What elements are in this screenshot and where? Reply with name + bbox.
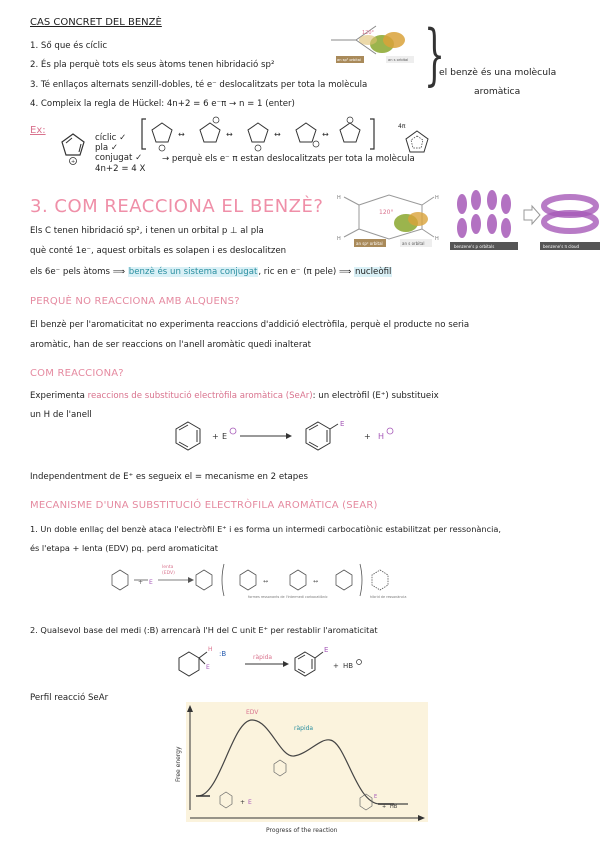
check-conjugated: conjugat ✓	[95, 153, 143, 163]
why-alkenes-title: PERQUÈ NO REACCIONA AMB ALQUENS?	[30, 296, 240, 307]
svg-text:+: +	[240, 799, 246, 806]
how-reacts-line1: Experimenta reaccions de substitució electròfila aromàtica (SeAr): un electròfil (E⁺) substitueix	[30, 391, 439, 401]
section1-title: CAS CONCRET DEL BENZÈ	[30, 17, 162, 28]
section3-line3: els 6e⁻ pels àtoms ⟹ benzè és un sistema conjugat, ric en e⁻ (π pele) ⟹ nucleòfil	[30, 267, 392, 277]
svg-text:benzene's π cloud: benzene's π cloud	[543, 244, 580, 249]
section1-item-4: 4. Compleix la regla de Hückel: 4n+2 = 6 e⁻π → n = 1 (enter)	[30, 99, 295, 109]
svg-text:E: E	[149, 579, 153, 586]
svg-text:+: +	[138, 579, 144, 586]
x-axis-label: Progress of the reaction	[266, 827, 338, 834]
svg-text:E: E	[340, 420, 345, 428]
cyclopentadienyl-icon	[58, 130, 88, 166]
svg-text:H: H	[435, 195, 439, 201]
why-alkenes-line2: aromàtic, han de ser reaccions on l'anell aromàtic quedi inalterat	[30, 340, 311, 350]
how-reacts-title: COM REACCIONA?	[30, 368, 124, 379]
svg-text:an sp² orbital: an sp² orbital	[356, 241, 383, 246]
example-label: Ex:	[30, 125, 46, 136]
svg-text:↔: ↔	[178, 130, 185, 139]
svg-text:+: +	[333, 662, 339, 670]
svg-text:H: H	[208, 646, 213, 653]
svg-text:E: E	[374, 794, 378, 800]
profile-title: Perfil reacció SeAr	[30, 693, 109, 703]
svg-text:↔: ↔	[322, 130, 329, 139]
nucleophile-highlight: nucleòfil	[355, 267, 392, 277]
p-orbitals-diagram	[448, 190, 520, 252]
why-alkenes-line1: El benzè per l'aromaticitat no experimenta reaccions d'addició electròfila, perquè el producte no seria	[30, 320, 470, 330]
section1-item-2: 2. És pla perquè tots els seus àtoms tenen hibridació sp²	[30, 60, 275, 70]
step1-line1: 1. Un doble enllaç del benzè ataca l'electròfil E⁺ i es forma un intermedi carbocatiònic estabilitzat per ressonància,	[30, 524, 501, 534]
svg-text:120°: 120°	[379, 209, 394, 216]
fast-label: ràpida	[294, 725, 314, 732]
check-planar: pla ✓	[95, 143, 119, 153]
svg-text:an sp² orbital: an sp² orbital	[337, 58, 361, 62]
svg-text:+: +	[382, 804, 387, 810]
svg-text:(EDV): (EDV)	[162, 571, 175, 576]
section1-item-1: 1. Ső que és cíclic	[30, 41, 108, 51]
step1-line2: és l'etapa + lenta (EDV) pq. perd aromaticitat	[30, 543, 218, 553]
resonance-hybrid-icon	[402, 128, 432, 156]
resonance-pi-count: 4π	[398, 123, 406, 130]
example-reason: → perquè els e⁻ π estan deslocalitzats per tota la molècula	[162, 154, 415, 164]
svg-text:híbrid de ressonància: híbrid de ressonància	[370, 595, 407, 599]
step2-scheme	[175, 638, 375, 682]
svg-text:↔: ↔	[226, 130, 233, 139]
svg-text:↔: ↔	[313, 578, 319, 585]
mechanism-title: MECANISME D'UNA SUBSTITUCIÓ ELECTRÒFILA AROMÀTICA (SEAR)	[30, 500, 378, 511]
svg-text:HB: HB	[390, 804, 398, 810]
benzene-sp2-diagram	[334, 187, 442, 249]
base-label: :B	[219, 650, 227, 658]
svg-text:H: H	[337, 195, 341, 201]
substitution-reaction	[168, 412, 428, 462]
svg-text:+: +	[364, 432, 371, 441]
svg-text:ràpida: ràpida	[253, 654, 273, 661]
svg-text:E: E	[248, 799, 252, 806]
aromatic-conclusion-2: aromàtica	[474, 86, 521, 97]
sp2-orbital-diagram	[326, 12, 422, 68]
svg-text:HB: HB	[343, 662, 354, 670]
sear-highlight: reaccions de substitució electròfila aromàtica (SeAr)	[87, 391, 313, 401]
resonance-structures	[140, 115, 380, 155]
svg-text:+: +	[71, 159, 76, 165]
svg-text:+: +	[212, 432, 219, 441]
step1-scheme	[108, 556, 407, 600]
svg-text:↔: ↔	[263, 578, 269, 585]
pi-cloud-diagram	[540, 190, 600, 252]
section3-title: 3. COM REACCIONA EL BENZÈ?	[30, 196, 324, 217]
mechanism-note: Independentment de E⁺ es segueix el = mecanisme en 2 etapes	[30, 472, 309, 482]
section3-line2: què conté 1e⁻, aquest orbitals es solapen i es deslocalitzen	[30, 246, 287, 256]
svg-text:E: E	[324, 646, 329, 654]
edv-label: EDV	[246, 709, 259, 716]
energy-profile-diagram	[170, 700, 430, 838]
svg-text:an s orbital: an s orbital	[388, 58, 409, 62]
check-cyclic: cíclic ✓	[95, 133, 127, 143]
y-axis-label: Free energy	[175, 746, 182, 782]
svg-text:E: E	[206, 664, 210, 671]
section3-line1: Els C tenen hibridació sp², i tenen un orbital p ⊥ al pla	[30, 226, 264, 236]
how-reacts-line2: un H de l'anell	[30, 410, 92, 420]
svg-text:H: H	[337, 236, 341, 242]
svg-text:formes ressonants de l'interme: formes ressonants de l'intermedi carbocatiònic	[248, 595, 328, 599]
arrow-icon	[522, 204, 542, 226]
svg-text:an s orbital: an s orbital	[402, 241, 425, 246]
section1-item-3: 3. Té enllaços alternats senzill-dobles, té e⁻ deslocalitzats per tota la molècula	[30, 80, 368, 90]
aromatic-conclusion-1: el benzè és una molècula	[439, 67, 557, 78]
right-brace: }	[424, 16, 445, 93]
step2-line: 2. Qualsevol base del medi (:B) arrencarà l'H del C unit E⁺ per restablir l'aromaticitat	[30, 625, 378, 635]
svg-text:↔: ↔	[274, 130, 281, 139]
electrophile-label: E	[222, 432, 228, 441]
proton-label: H	[378, 432, 385, 441]
conjugated-highlight: benzè és un sistema conjugat	[128, 267, 258, 277]
svg-text:H: H	[435, 236, 439, 242]
svg-text:benzene's p orbitals: benzene's p orbitals	[454, 244, 495, 249]
check-huckel: 4n+2 = 4 X	[95, 164, 146, 174]
angle-label: 120°	[362, 30, 375, 36]
svg-text:lenta: lenta	[162, 565, 174, 570]
